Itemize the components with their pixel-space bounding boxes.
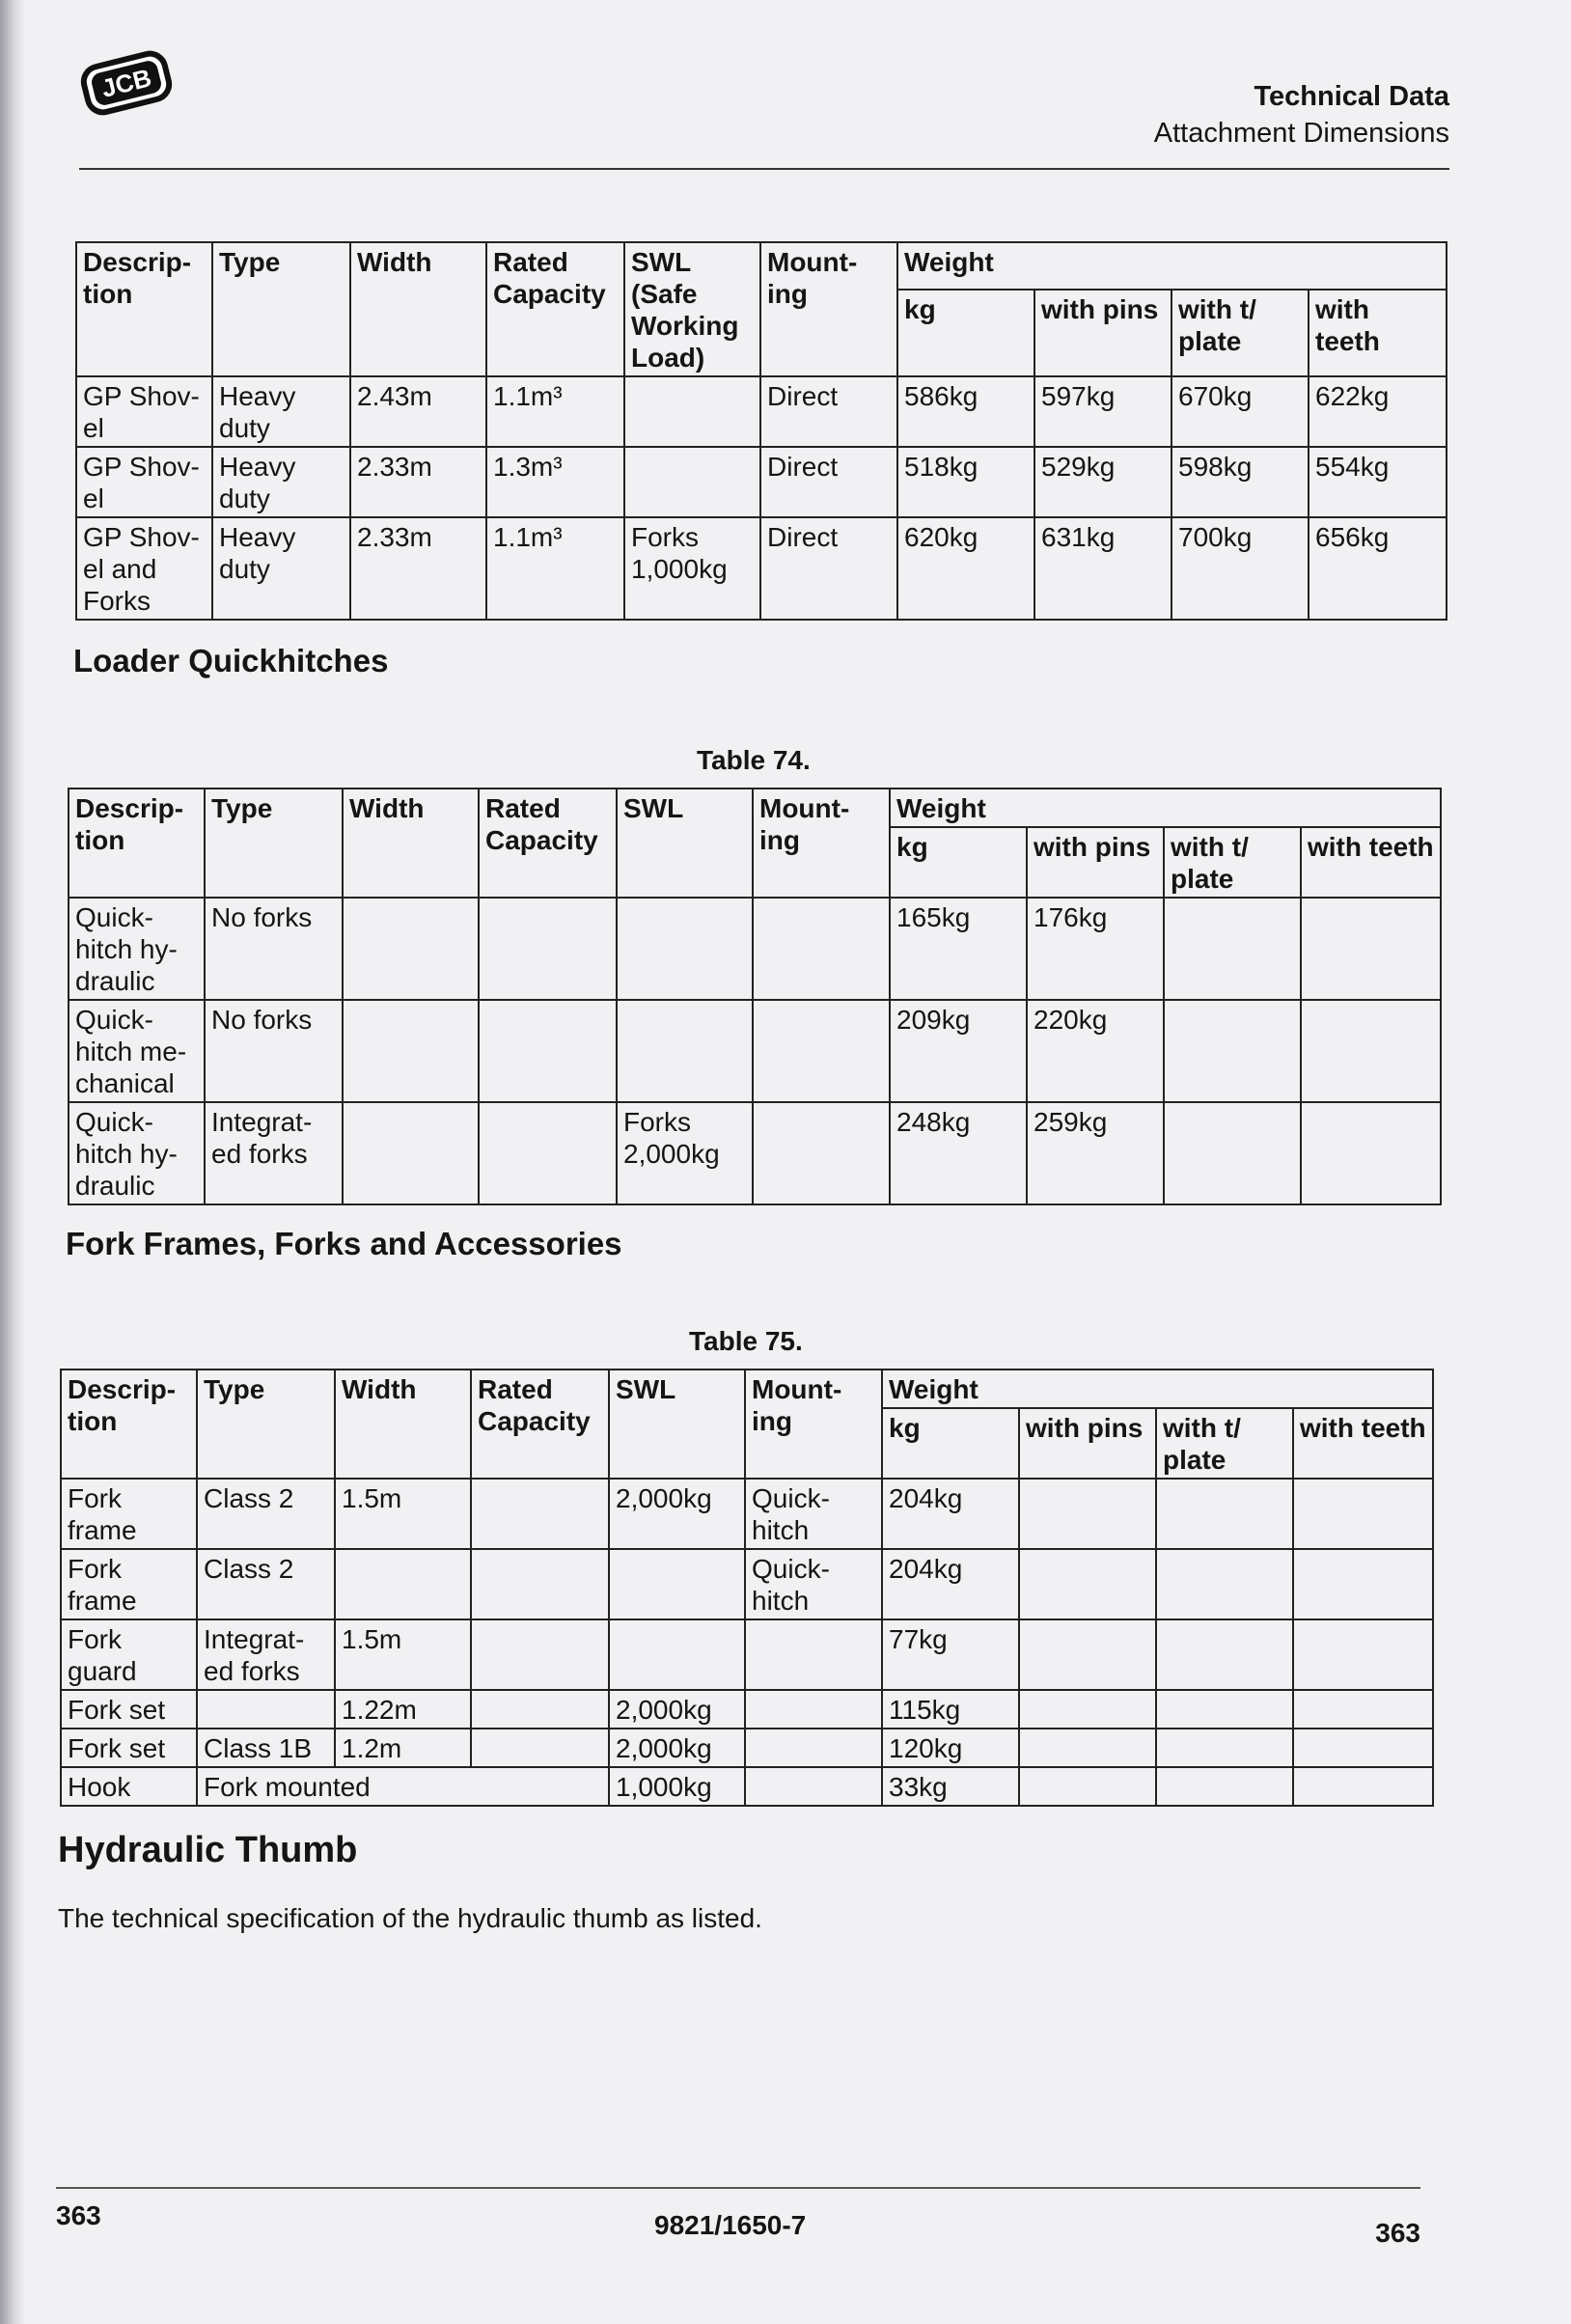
table-row <box>76 447 1447 517</box>
table-cell: Integrat- ed forks <box>205 1102 343 1204</box>
table-cell: Integrat- ed forks <box>197 1619 335 1690</box>
table-cell: 518kg <box>897 447 1034 517</box>
table-cell <box>753 1000 890 1102</box>
col-type: Type <box>212 242 350 376</box>
table-cell: Fork set <box>61 1690 197 1729</box>
table-cell <box>471 1549 609 1619</box>
table-row <box>61 1549 1433 1619</box>
table-cell: 2,000kg <box>609 1729 745 1767</box>
table-cell: 656kg <box>1309 517 1447 620</box>
col-mounting: Mount- ing <box>753 788 890 898</box>
table-cell: Heavy duty <box>212 447 350 517</box>
col-mounting: Mount- ing <box>745 1370 882 1479</box>
table-cell: No forks <box>205 898 343 1000</box>
table-cell <box>343 898 479 1000</box>
col-kg: kg <box>890 827 1027 898</box>
table-cell: 33kg <box>882 1767 1019 1806</box>
table-cell: 209kg <box>890 1000 1027 1102</box>
table-cell: 2,000kg <box>609 1690 745 1729</box>
table-row <box>76 517 1447 620</box>
col-with-tplate: with t/ plate <box>1164 827 1301 898</box>
col-description: Descrip- tion <box>69 788 205 898</box>
header-title: Technical Data <box>1254 81 1449 112</box>
table-cell: Quick- hitch <box>745 1479 882 1549</box>
table-cell <box>609 1549 745 1619</box>
table-cell <box>1293 1619 1433 1690</box>
table-cell: 1.3m³ <box>486 447 624 517</box>
table-cell <box>471 1479 609 1549</box>
table-cell: 204kg <box>882 1549 1019 1619</box>
page-number-right: 363 <box>1375 2218 1420 2248</box>
table-cell <box>624 447 760 517</box>
table-cell: Class 2 <box>197 1479 335 1549</box>
col-rated-capacity: Rated Capacity <box>479 788 617 898</box>
table-cell: 670kg <box>1171 376 1309 447</box>
table-cell <box>471 1619 609 1690</box>
col-width: Width <box>335 1370 471 1479</box>
col-description: Descrip- tion <box>61 1370 197 1479</box>
table-cell: 554kg <box>1309 447 1447 517</box>
table-cell <box>479 1000 617 1102</box>
section-heading-hydraulic-thumb: Hydraulic Thumb <box>58 1830 358 1870</box>
table-cell: Class 2 <box>197 1549 335 1619</box>
table-cell <box>1164 1102 1301 1204</box>
table-cell: 115kg <box>882 1690 1019 1729</box>
hydraulic-thumb-text: The technical specification of the hydraulic thumb as listed. <box>58 1903 762 1933</box>
table-cell: 1.22m <box>335 1690 471 1729</box>
table-cell <box>617 898 753 1000</box>
table-cell <box>1156 1619 1293 1690</box>
col-with-pins: with pins <box>1027 827 1164 898</box>
table-cell: 120kg <box>882 1729 1019 1767</box>
table-cell: Heavy duty <box>212 376 350 447</box>
table-cell: 620kg <box>897 517 1034 620</box>
table-cell <box>1156 1690 1293 1729</box>
table-cell: Direct <box>760 517 897 620</box>
col-weight: Weight <box>882 1370 1433 1408</box>
table-cell <box>1293 1729 1433 1767</box>
table-cell: 598kg <box>1171 447 1309 517</box>
table-cell <box>479 1102 617 1204</box>
table-cell <box>609 1619 745 1690</box>
table-cell: Fork guard <box>61 1619 197 1690</box>
table-cell <box>343 1000 479 1102</box>
col-type: Type <box>205 788 343 898</box>
shovel-table <box>75 241 1447 621</box>
svg-text:JCB: JCB <box>98 63 154 103</box>
header-divider <box>79 168 1449 170</box>
table-cell: Class 1B <box>197 1729 335 1767</box>
table-cell: 631kg <box>1034 517 1171 620</box>
table-cell: Quick- hitch hy- draulic <box>69 898 205 1000</box>
table-cell <box>197 1690 335 1729</box>
table-cell: 1,000kg <box>609 1767 745 1806</box>
col-type: Type <box>197 1370 335 1479</box>
table-cell <box>745 1729 882 1767</box>
table-cell <box>617 1000 753 1102</box>
table-cell: 2.33m <box>350 447 486 517</box>
table-row-hook <box>61 1767 1433 1806</box>
table-cell: 1.1m³ <box>486 517 624 620</box>
table-cell: Direct <box>760 447 897 517</box>
forks-table <box>60 1369 1434 1807</box>
table-cell: 204kg <box>882 1479 1019 1549</box>
footer-divider <box>56 2187 1420 2189</box>
col-swl: SWL <box>609 1370 745 1479</box>
table-cell: No forks <box>205 1000 343 1102</box>
table-cell: Hook <box>61 1767 197 1806</box>
table-cell <box>1164 1000 1301 1102</box>
col-width: Width <box>350 242 486 376</box>
table-cell <box>1156 1729 1293 1767</box>
table-cell: 1.1m³ <box>486 376 624 447</box>
table-cell <box>1019 1549 1156 1619</box>
table-row <box>76 376 1447 447</box>
table-cell <box>1301 1102 1441 1204</box>
table-row <box>69 1102 1441 1204</box>
col-rated-capacity: Rated Capacity <box>486 242 624 376</box>
table-cell <box>1301 1000 1441 1102</box>
page-edge-shadow <box>0 0 25 2324</box>
table-cell: 248kg <box>890 1102 1027 1204</box>
table-cell <box>343 1102 479 1204</box>
jcb-logo <box>75 42 178 124</box>
table-cell: 2.43m <box>350 376 486 447</box>
table-cell: 597kg <box>1034 376 1171 447</box>
col-weight: Weight <box>897 242 1447 290</box>
col-with-tplate: with t/ plate <box>1156 1408 1293 1479</box>
table-cell <box>624 376 760 447</box>
table-cell: GP Shov- el and Forks <box>76 517 212 620</box>
table-row <box>69 898 1441 1000</box>
col-swl: SWL <box>617 788 753 898</box>
table-row <box>61 1729 1433 1767</box>
table-cell: 220kg <box>1027 1000 1164 1102</box>
table-cell: 176kg <box>1027 898 1164 1000</box>
table-cell <box>1301 898 1441 1000</box>
table-cell <box>1293 1479 1433 1549</box>
table-cell <box>1293 1549 1433 1619</box>
table-74-caption: Table 74. <box>697 745 811 775</box>
table-row <box>69 1000 1441 1102</box>
table-cell <box>1019 1690 1156 1729</box>
col-weight: Weight <box>890 788 1441 827</box>
table-cell: 700kg <box>1171 517 1309 620</box>
table-cell: Fork frame <box>61 1479 197 1549</box>
table-row <box>61 1619 1433 1690</box>
table-cell <box>753 898 890 1000</box>
table-cell: 259kg <box>1027 1102 1164 1204</box>
table-cell <box>1019 1619 1156 1690</box>
table-cell <box>1293 1690 1433 1729</box>
table-cell: Quick- hitch <box>745 1549 882 1619</box>
col-mounting: Mount- ing <box>760 242 897 376</box>
table-cell <box>753 1102 890 1204</box>
header-subtitle: Attachment Dimensions <box>1153 118 1449 149</box>
table-cell <box>1019 1479 1156 1549</box>
table-cell <box>1156 1549 1293 1619</box>
table-cell: Fork frame <box>61 1549 197 1619</box>
col-swl: SWL (Safe Working Load) <box>624 242 760 376</box>
col-with-teeth: with teeth <box>1309 290 1447 376</box>
table-cell: 2.33m <box>350 517 486 620</box>
table-cell <box>471 1729 609 1767</box>
col-kg: kg <box>882 1408 1019 1479</box>
table-cell <box>1164 898 1301 1000</box>
table-cell: Quick- hitch hy- draulic <box>69 1102 205 1204</box>
col-with-teeth: with teeth <box>1293 1408 1433 1479</box>
table-cell: 77kg <box>882 1619 1019 1690</box>
table-cell <box>335 1549 471 1619</box>
table-cell: Forks 1,000kg <box>624 517 760 620</box>
table-row <box>61 1479 1433 1549</box>
table-cell: Fork mounted <box>197 1767 609 1806</box>
table-cell: 2,000kg <box>609 1479 745 1549</box>
col-width: Width <box>343 788 479 898</box>
table-cell: GP Shov- el <box>76 376 212 447</box>
table-cell <box>745 1619 882 1690</box>
section-heading-forks: Fork Frames, Forks and Accessories <box>66 1226 622 1261</box>
col-with-teeth: with teeth <box>1301 827 1441 898</box>
table-cell: 1.2m <box>335 1729 471 1767</box>
table-cell: 1.5m <box>335 1479 471 1549</box>
col-description: Descrip- tion <box>76 242 212 376</box>
table-cell: Forks 2,000kg <box>617 1102 753 1204</box>
table-row <box>61 1690 1433 1729</box>
table-cell <box>1019 1729 1156 1767</box>
section-heading-quickhitches: Loader Quickhitches <box>73 643 389 678</box>
col-with-pins: with pins <box>1034 290 1171 376</box>
table-cell: 529kg <box>1034 447 1171 517</box>
table-cell <box>745 1690 882 1729</box>
col-rated-capacity: Rated Capacity <box>471 1370 609 1479</box>
quickhitch-table <box>68 788 1442 1205</box>
document-number: 9821/1650-7 <box>654 2210 807 2240</box>
col-with-tplate: with t/ plate <box>1171 290 1309 376</box>
page-number-left: 363 <box>56 2200 101 2230</box>
table-cell: GP Shov- el <box>76 447 212 517</box>
table-cell: Heavy duty <box>212 517 350 620</box>
table-cell: 586kg <box>897 376 1034 447</box>
table-cell: Quick- hitch me- chanical <box>69 1000 205 1102</box>
col-with-pins: with pins <box>1019 1408 1156 1479</box>
table-cell <box>471 1690 609 1729</box>
table-cell <box>479 898 617 1000</box>
table-cell <box>1156 1479 1293 1549</box>
table-cell: Fork set <box>61 1729 197 1767</box>
table-cell: Direct <box>760 376 897 447</box>
col-kg: kg <box>897 290 1034 376</box>
table-cell: 165kg <box>890 898 1027 1000</box>
table-cell: 622kg <box>1309 376 1447 447</box>
table-75-caption: Table 75. <box>689 1326 803 1356</box>
table-cell: 1.5m <box>335 1619 471 1690</box>
